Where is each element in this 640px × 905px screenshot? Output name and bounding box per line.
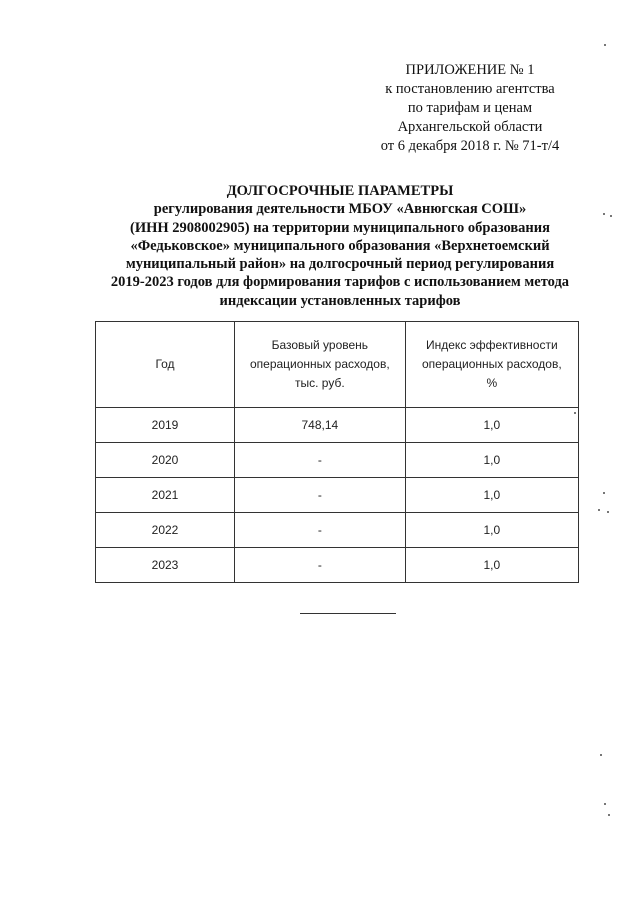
header-year: Год: [96, 322, 235, 408]
scan-speck: [610, 215, 612, 217]
base-level-cell: -: [234, 443, 405, 478]
base-level-cell: -: [234, 548, 405, 583]
base-level-cell: 748,14: [234, 408, 405, 443]
efficiency-index-cell: 1,0: [405, 513, 578, 548]
table-row: [96, 478, 579, 513]
year-cell: 2020: [96, 443, 235, 478]
header-base-line-3: тыс. руб.: [294, 376, 345, 390]
title-line-6: 2019-2023 годов для формирования тарифов с использованием метода: [110, 274, 570, 291]
appendix-region: Архангельской области: [397, 119, 543, 135]
header-index-line-3: %: [486, 376, 498, 390]
document-title: [40, 182, 640, 310]
closing-separator-line: [300, 613, 396, 614]
scan-speck: [598, 509, 600, 511]
efficiency-index-cell: 1,0: [405, 478, 578, 513]
scan-speck: [604, 803, 606, 805]
scan-speck: [604, 44, 606, 46]
scan-speck: [600, 754, 602, 756]
year-cell: 2023: [96, 548, 235, 583]
header-efficiency-index: [405, 322, 578, 408]
title-line-7: индексации установленных тарифов: [219, 292, 461, 309]
appendix-reference: к постановлению агентства: [385, 81, 555, 97]
scan-speck: [574, 412, 576, 414]
scan-speck: [603, 492, 605, 494]
efficiency-index-cell: 1,0: [405, 548, 578, 583]
header-index-line-2: операционных расходов,: [421, 357, 562, 371]
year-cell: 2022: [96, 513, 235, 548]
table-header-row: [96, 322, 579, 408]
table-row: [96, 443, 579, 478]
table-row: [96, 513, 579, 548]
appendix-agency: по тарифам и ценам: [407, 100, 533, 116]
title-line-4: «Федьковское» муниципального образования «Верхнетоемский: [130, 237, 550, 254]
efficiency-index-cell: 1,0: [405, 443, 578, 478]
scan-speck: [603, 213, 605, 215]
title-line-2: регулирования деятельности МБОУ «Авнюгская СОШ»: [153, 201, 527, 218]
table-row: [96, 408, 579, 443]
appendix-date: от 6 декабря 2018 г. № 71-т/4: [380, 138, 560, 154]
scan-speck: [607, 511, 609, 513]
appendix-header: [340, 61, 600, 156]
scan-speck: [608, 814, 610, 816]
header-base-line-2: операционных расходов,: [249, 357, 390, 371]
year-cell: 2021: [96, 478, 235, 513]
appendix-number: ПРИЛОЖЕНИЕ № 1: [405, 62, 535, 78]
parameters-table: [95, 321, 579, 583]
title-line-5: муниципальный район» на долгосрочный период регулирования: [125, 256, 555, 273]
year-cell: 2019: [96, 408, 235, 443]
title-line-1: ДОЛГОСРОЧНЫЕ ПАРАМЕТРЫ: [226, 183, 454, 199]
header-base-line-1: Базовый уровень: [271, 338, 369, 352]
header-base-level: [234, 322, 405, 408]
base-level-cell: -: [234, 478, 405, 513]
efficiency-index-cell: 1,0: [405, 408, 578, 443]
header-index-line-1: Индекс эффективности: [426, 338, 558, 352]
title-line-3: (ИНН 2908002905) на территории муниципального образования: [130, 219, 550, 236]
base-level-cell: -: [234, 513, 405, 548]
table-row: [96, 548, 579, 583]
